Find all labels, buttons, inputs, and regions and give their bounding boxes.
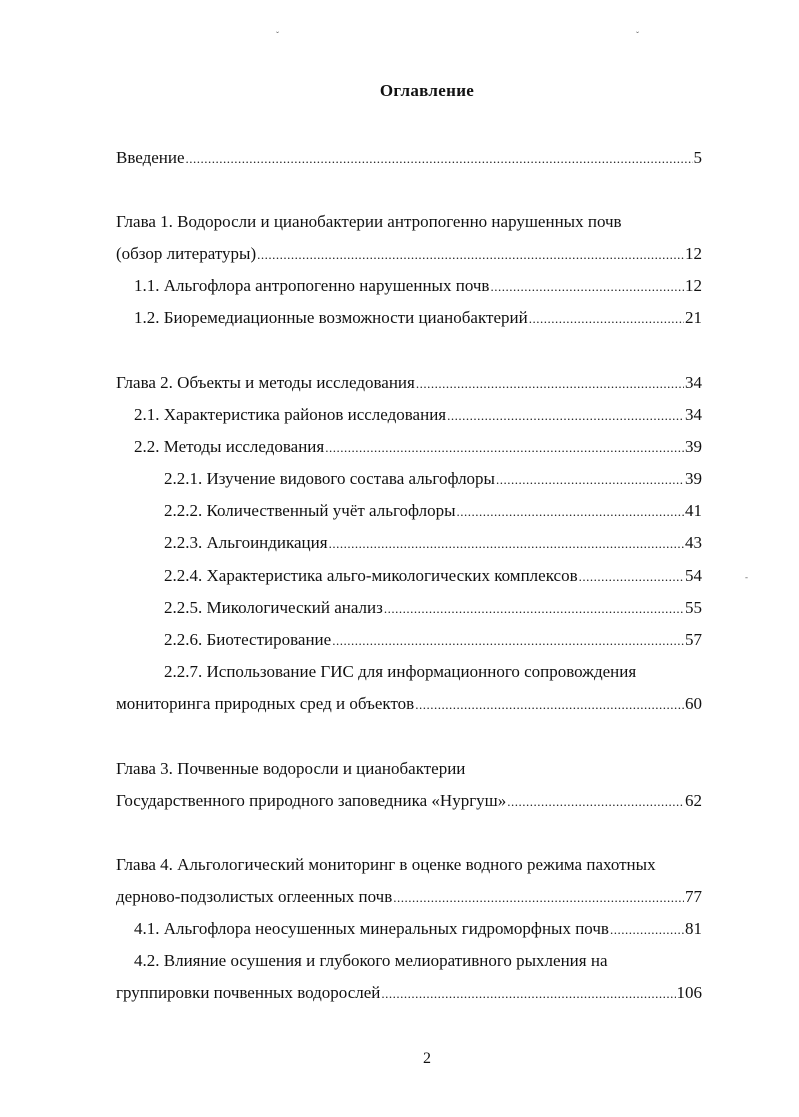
toc-entry-2-2-7[interactable] [116,692,702,716]
toc-page: 12 [685,244,702,263]
toc-entry-ch4-line1[interactable]: Глава 4. Альгологический мониторинг в оценке водного режима пахотных [116,855,656,874]
toc-page: 12 [685,276,702,295]
toc-page: 39 [685,469,702,488]
toc-entry-ch2[interactable] [116,371,702,395]
toc-page: 106 [676,983,702,1002]
toc-entry-ch3-line1[interactable]: Глава 3. Почвенные водоросли и цианобактерии [116,759,466,778]
toc-page: 39 [685,437,702,456]
toc-page: 5 [693,148,702,167]
toc-leader [457,500,684,524]
toc-label: Глава 2. Объекты и методы исследования [116,373,415,392]
toc-entry-2-2-5[interactable] [164,596,702,620]
toc-entry-4-2-line1[interactable]: 4.2. Влияние осушения и глубокого мелиоративного рыхления на [134,951,608,970]
toc-page: 62 [685,791,702,810]
toc-page: 21 [685,308,702,327]
toc-leader [416,372,684,396]
toc-leader [496,468,684,492]
scan-speck: - [745,572,748,582]
toc-page: 81 [685,919,702,938]
toc-entry-2-2-3[interactable] [164,531,702,555]
scan-speck: ˇ [276,30,279,40]
toc-entry-2-2[interactable] [134,435,702,459]
toc-entry-2-2-2[interactable] [164,499,702,523]
toc-leader [447,404,684,428]
toc-label: мониторинга природных сред и объектов [116,694,415,713]
toc-entry-4-1[interactable] [134,917,702,941]
toc-leader [381,982,675,1006]
toc-page: 55 [685,598,702,617]
toc-leader [610,918,684,942]
toc-leader [325,436,684,460]
toc-label: 2.2. Методы исследования [134,437,325,456]
toc-entry-ch1[interactable] [116,242,702,266]
toc-leader [393,886,684,910]
toc-page: 43 [685,533,702,552]
toc-entry-2-2-1[interactable] [164,467,702,491]
toc-entry-2-2-4[interactable] [164,564,702,588]
toc-leader [329,532,684,556]
toc-entry-ch1-line1[interactable]: Глава 1. Водоросли и цианобактерии антропогенно нарушенных почв [116,212,622,231]
toc-label: группировки почвенных водорослей [116,983,381,1002]
page-number: 2 [423,1050,431,1067]
toc-entry-1-2[interactable] [134,306,702,330]
toc-leader [332,629,684,653]
toc-entry-4-2[interactable] [116,981,702,1005]
toc-entry-1-1[interactable] [134,274,702,298]
toc-label: 2.1. Характеристика районов исследования [134,405,447,424]
toc-leader [579,565,684,589]
toc-label: 1.2. Биоремедиационные возможности цианобактерий [134,308,528,327]
toc-label: 2.2.1. Изучение видового состава альгофлоры [164,469,495,488]
toc-label: 2.2.4. Характеристика альго-микологических комплексов [164,566,578,585]
toc-page: 34 [685,373,702,392]
toc-page: 60 [685,694,702,713]
toc-leader [507,790,684,814]
toc-entry-2-2-6[interactable] [164,628,702,652]
toc-label: 2.2.3. Альгоиндикация [164,533,328,552]
toc-page: 77 [685,887,702,906]
toc-page: 57 [685,630,702,649]
toc-leader [384,597,684,621]
toc-leader [490,275,684,299]
toc-label: 1.1. Альгофлора антропогенно нарушенных почв [134,276,490,295]
toc-label: 2.2.5. Микологический анализ [164,598,383,617]
toc-label: Государственного природного заповедника «Нургуш» [116,791,507,810]
toc-label: (обзор литературы) [116,244,257,263]
toc-leader [415,693,684,717]
toc-entry-2-1[interactable] [134,403,702,427]
toc-label: 2.2.6. Биотестирование [164,630,332,649]
toc-leader [257,243,684,267]
toc-label: дерново-подзолистых оглеенных почв [116,887,393,906]
scan-speck: ˇ [636,30,639,40]
toc-entry-2-2-7-line1[interactable]: 2.2.7. Использование ГИС для информационного сопровождения [164,662,637,681]
toc-entry-ch4[interactable] [116,885,702,909]
toc-page: 34 [685,405,702,424]
toc-entry-ch3[interactable] [116,789,702,813]
toc-entry-intro[interactable] [116,146,702,170]
toc-page: 41 [685,501,702,520]
page-title: Оглавление [379,81,475,100]
toc-label: 2.2.2. Количественный учёт альгофлоры [164,501,456,520]
toc-page: 54 [685,566,702,585]
toc-label: Введение [116,148,185,167]
toc-leader [529,307,684,331]
toc-label: 4.1. Альгофлора неосушенных минеральных гидроморфных почв [134,919,609,938]
toc-leader [186,147,693,171]
